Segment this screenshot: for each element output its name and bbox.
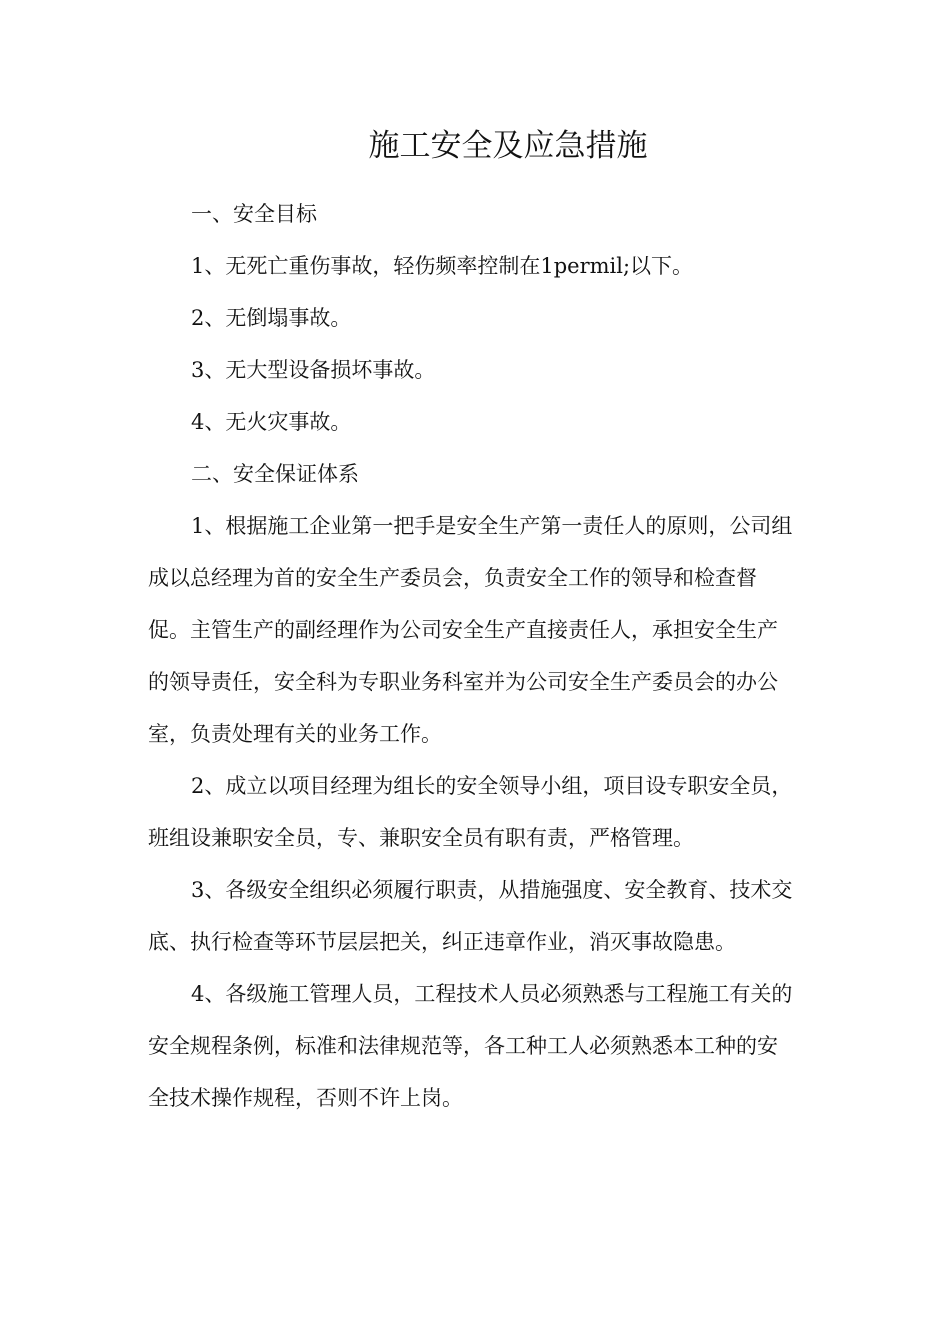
system-paragraph-3: 3、各级安全组织必须履行职责，从措施强度、安全教育、技术交底、执行检查等环节层层把关，纠正违章作业，消灭事故隐患。	[148, 878, 793, 954]
document-title: 施工安全及应急措施	[368, 128, 648, 164]
goal-item-1: 1、无死亡重伤事故，轻伤频率控制在1permil;以下。	[191, 254, 694, 278]
system-paragraph-4: 4、各级施工管理人员，工程技术人员必须熟悉与工程施工有关的安全规程条例，标准和法律规范等，各工种工人必须熟悉本工种的安全技术操作规程，否则不许上岗。	[148, 982, 793, 1110]
system-paragraph-2: 2、成立以项目经理为组长的安全领导小组，项目设专职安全员，班组设兼职安全员，专、兼职安全员有职有责，严格管理。	[148, 774, 793, 850]
section-heading-safety-goals: 一、安全目标	[191, 202, 317, 226]
goal-item-3: 3、无大型设备损坏事故。	[191, 358, 436, 382]
goal-item-4: 4、无火灾事故。	[191, 410, 352, 434]
system-paragraph-1: 1、根据施工企业第一把手是安全生产第一责任人的原则，公司组成以总经理为首的安全生产委员会，负责安全工作的领导和检查督促。主管生产的副经理作为公司安全生产直接责任人，承担安全生产的领导责任，安全科为专职业务科室并为公司安全生产委员会的办公室，负责处理有关的业务工作。	[148, 514, 793, 746]
goal-item-2: 2、无倒塌事故。	[191, 306, 352, 330]
section-heading-safety-system: 二、安全保证体系	[191, 462, 359, 486]
document-body	[148, 188, 798, 1124]
